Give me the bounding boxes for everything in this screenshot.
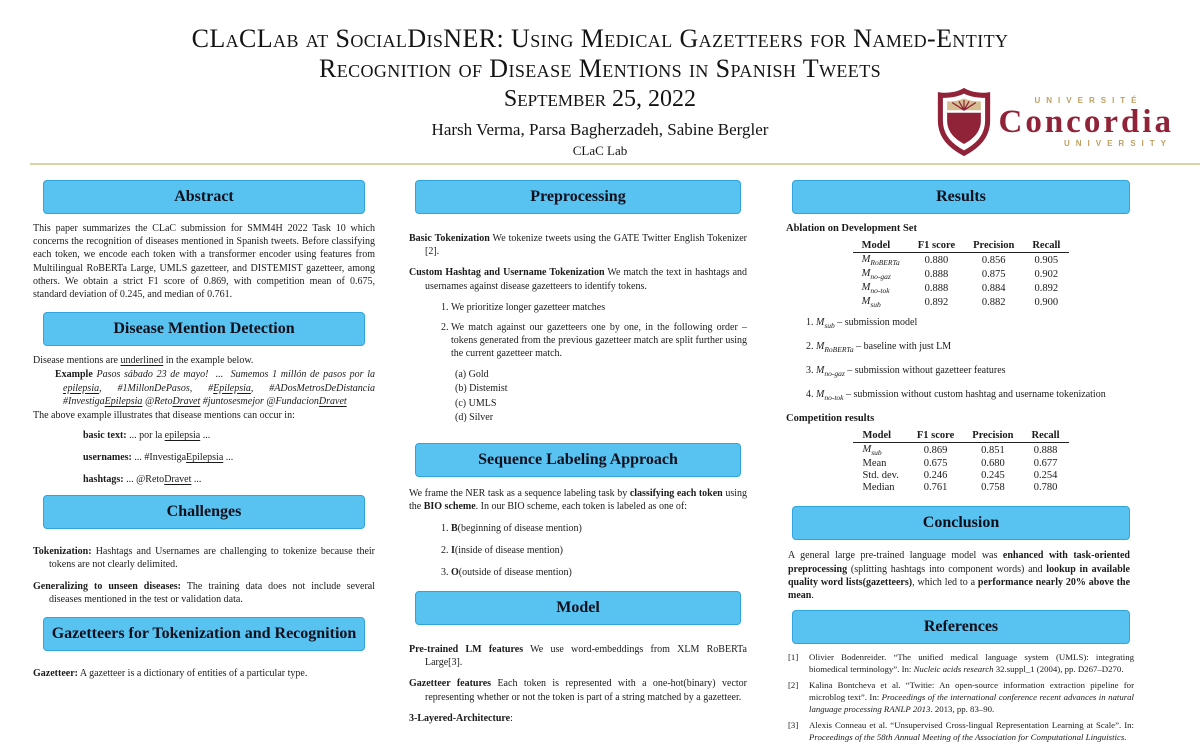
column-header: Precision (964, 239, 1023, 253)
disease-intro: Disease mentions are underlined in the example below. (33, 355, 254, 367)
reference-text: Kalina Bontcheva et al. “Twitie: An open-source information extraction pipeline for microblog text”. In: Proceedings of the international conference recent advances in natural language processing RANLP 2013. 2013, pp. 83–90. (809, 680, 1134, 714)
model-item: Pre-trained LM features We use word-embeddings from XLM RoBERTa Large[3]. (409, 644, 747, 669)
logo-text (999, 96, 1175, 148)
sequence-intro: We frame the NER task as a sequence labeling task by classifying each token using the BIO scheme. In our BIO scheme, each token is labeled as one of: (409, 487, 747, 512)
f1-cell: 0.888 (924, 268, 949, 280)
precision-cell: 0.758 (981, 481, 1005, 493)
bio-scheme-item: 1. B(beginning of disease mention) (451, 522, 747, 535)
abstract-text: This paper summarizes the CLaC submission for SMM4H 2022 Task 10 which concerns the recognition of diseases mentioned in Spanish tweets. Before classifying each token, we encode each token with a transformer encoder using features from Multilingual RoBERTa Large, UMLS gazetteer, and DISTEMIST gazetteer, among others. We obtain a strict F1 score of 0.869, with competition mean of 0.675, standard deviation of 0.245, and median of 0.761. (33, 223, 375, 301)
model-cell: $M_{sub}$ (861, 295, 881, 309)
conclusion-text: A general large pre-trained language model was enhanced with task-oriented preprocessing (splitting hashtags into component words) and lookup in available quality word lists(gazetteers), which led to a performance nearly 20% above the mean. (788, 550, 1131, 602)
gazetteer-order-list (409, 368, 747, 426)
f1-cell: 0.880 (924, 254, 949, 266)
f1-cell: 0.869 (923, 444, 948, 456)
gazetteer-order-item: (c) UMLS (455, 397, 497, 409)
preprocessing-item: Custom Hashtag and Username Tokenization We match the text in hashtags and usernames against disease gazetteers to identify tokens. (409, 267, 748, 292)
table-row (853, 469, 1068, 481)
column-header: Recall (1023, 429, 1069, 443)
column-middle (409, 180, 747, 733)
f1-cell: 0.888 (924, 282, 949, 294)
ablation-table-header-row (853, 239, 1070, 253)
model-notes-list (786, 316, 1136, 404)
concordia-logo (937, 88, 1175, 156)
competition-table (853, 429, 1068, 493)
model-cell: $M_{no-gaz}$ (861, 267, 891, 281)
precision-cell: 0.884 (981, 282, 1006, 294)
recall-cell: 0.780 (1033, 481, 1058, 493)
preprocessing-item: Basic Tokenization We tokenize tweets using the GATE Twitter English Tokenizer [2]. (409, 233, 747, 258)
section-header-conclusion: Conclusion (792, 506, 1130, 540)
model-item: 3-Layered-Architecture: (409, 712, 513, 724)
column-header: F1 score (908, 429, 963, 443)
references-list (786, 652, 1136, 743)
ablation-table (853, 239, 1070, 309)
model-cell: $M_{sub}$ (862, 443, 882, 457)
poster-date: September 25, 2022 (503, 86, 697, 112)
gazetteer-order-item: (b) Distemist (455, 383, 508, 395)
preprocessing-numbered-list (409, 301, 747, 361)
f1-cell: 0.675 (923, 457, 948, 469)
column-header: Model (853, 239, 909, 253)
occurrence-item: usernames: ... #InvestigaEpilepsia ... (83, 452, 234, 464)
reference-number: [2] (788, 680, 799, 691)
precision-cell: 0.875 (981, 268, 1006, 280)
occurrence-item: hashtags: ... @RetoDravet ... (83, 474, 202, 486)
competition-table-header-row (853, 429, 1068, 443)
model-cell: Mean (862, 457, 887, 469)
f1-cell: 0.761 (923, 481, 948, 493)
bio-scheme-item: 3. O(outside of disease mention) (451, 566, 747, 579)
recall-cell: 0.677 (1033, 457, 1058, 469)
model-cell: Median (862, 481, 895, 493)
recall-cell: 0.888 (1033, 444, 1058, 456)
table-row (853, 281, 1070, 295)
section-header-references: References (792, 610, 1130, 644)
column-header: F1 score (909, 239, 964, 253)
preprocessing-items (409, 232, 747, 293)
column-header: Recall (1023, 239, 1069, 253)
disease-example: Example Pasos sábado 23 de mayo! ... Sumemos 1 millón de pasos por la epilepsia, #1MillonDePasos, #Epilepsia, #ADosMetrosDeDistancia #InvestigaEpilepsia @RetoDravet #juntosesmejor @FundacionDravet (55, 369, 376, 407)
precision-cell: 0.245 (981, 469, 1005, 481)
poster-title-line2: Recognition of Disease Mentions in Spanish Tweets (318, 54, 882, 83)
precision-cell: 0.680 (981, 457, 1005, 469)
f1-cell: 0.246 (923, 469, 948, 481)
bio-scheme-item: 2. I(inside of disease mention) (451, 544, 747, 557)
reference-text: Olivier Bodenreider. “The unified medical language system (UMLS): integrating biomedical terminology”. In: Nucleic acids research 32.suppl_1 (2004), pp. D267–D270. (809, 652, 1134, 674)
recall-cell: 0.892 (1034, 282, 1059, 294)
preprocessing-numbered-item: 1. We prioritize longer gazetteer matches (451, 301, 747, 314)
bio-scheme-list (409, 522, 747, 579)
reference-number: [1] (788, 652, 799, 663)
gazetteer-order-item: (a) Gold (455, 368, 489, 380)
column-right (786, 180, 1136, 748)
challenge-item: Generalizing to unseen diseases: The training data does not include several diseases mentioned in the test or validation data. (33, 580, 375, 605)
reference-item (788, 652, 1134, 675)
recall-cell: 0.902 (1034, 268, 1059, 280)
challenge-item: Tokenization: Hashtags and Usernames are challenging to tokenize because their tokens are not clearly delimited. (33, 546, 375, 571)
precision-cell: 0.856 (981, 254, 1006, 266)
table-row (853, 253, 1070, 268)
model-note: 2. $M_{RoBERTa}$ – baseline with just LM (816, 340, 1136, 356)
reference-text: Alexis Conneau et al. “Unsupervised Cross-lingual Representation Learning at Scale”. In: Proceedings of the 58th Annual Meeting of the Association for Computational Linguistics. (809, 720, 1134, 742)
occurrence-list (33, 429, 375, 486)
recall-cell: 0.905 (1034, 254, 1059, 266)
disease-after-example: The above example illustrates that disease mentions can occur in: (33, 410, 295, 422)
model-cell: $M_{no-tok}$ (861, 281, 890, 295)
f1-cell: 0.892 (924, 296, 949, 308)
ablation-label: Ablation on Development Set (786, 223, 917, 234)
logo-university-label: UNIVERSITY (1063, 139, 1172, 148)
column-header: Model (853, 429, 907, 443)
recall-cell: 0.254 (1033, 469, 1058, 481)
model-note: 3. $M_{no-gaz}$ – submission without gazetteer features (816, 364, 1136, 380)
competition-label: Competition results (786, 413, 875, 425)
table-row (853, 443, 1068, 458)
logo-universite-label: UNIVERSITÉ (1034, 96, 1143, 105)
header-divider (30, 163, 1200, 165)
occurrence-item: basic text: ... por la epilepsia ... (83, 430, 211, 442)
section-header-disease-mention-detection: Disease Mention Detection (43, 312, 365, 346)
reference-number: [3] (788, 720, 799, 731)
column-header: Precision (963, 429, 1022, 443)
logo-wordmark: Concordia (998, 104, 1174, 140)
poster-masthead (0, 0, 1200, 165)
poster-lab: CLaC Lab (572, 143, 628, 158)
model-cell: Std. dev. (862, 469, 899, 481)
poster-title-line1: CLaCLab at SocialDisNER: Using Medical Gazetteers for Named-Entity (191, 24, 1009, 53)
preprocessing-numbered-item: 2. We match against our gazetteers one by one, in the following order – tokens generated from the previous gazetteer match are split further using the current gazetteer match. (451, 321, 747, 361)
table-row (853, 481, 1068, 493)
section-header-gazetteers: Gazetteers for Tokenization and Recognition (43, 617, 365, 651)
column-left (33, 180, 375, 680)
model-note: 4. $M_{no-tok}$ – submission without custom hashtag and username tokenization (816, 388, 1136, 404)
reference-item (788, 720, 1134, 743)
section-header-model: Model (415, 591, 741, 625)
precision-cell: 0.851 (981, 444, 1005, 456)
model-cell: $M_{RoBERTa}$ (861, 253, 900, 267)
section-header-preprocessing: Preprocessing (415, 180, 741, 214)
reference-item (788, 680, 1134, 715)
gazetteer-order-item: (d) Silver (455, 412, 494, 424)
section-header-abstract: Abstract (43, 180, 365, 214)
table-row (853, 267, 1070, 281)
model-note: 1. $M_{sub}$ – submission model (816, 316, 1136, 332)
recall-cell: 0.900 (1034, 296, 1059, 308)
section-header-challenges: Challenges (43, 495, 365, 529)
concordia-shield-icon (937, 88, 991, 156)
section-header-sequence-labeling: Sequence Labeling Approach (415, 443, 741, 477)
gazetteer-definition: Gazetteer: A gazetteer is a dictionary of entities of a particular type. (33, 668, 308, 680)
model-items (409, 643, 747, 725)
poster-authors: Harsh Verma, Parsa Bagherzadeh, Sabine Bergler (431, 120, 769, 139)
challenges-list (33, 545, 375, 606)
model-item: Gazetteer features Each token is represented with a one-hot(binary) vector representing whether or not the token is part of a string matched by a gazetteer. (409, 678, 747, 703)
table-row (853, 457, 1068, 469)
table-row (853, 295, 1070, 309)
section-header-results: Results (792, 180, 1130, 214)
precision-cell: 0.882 (981, 296, 1006, 308)
